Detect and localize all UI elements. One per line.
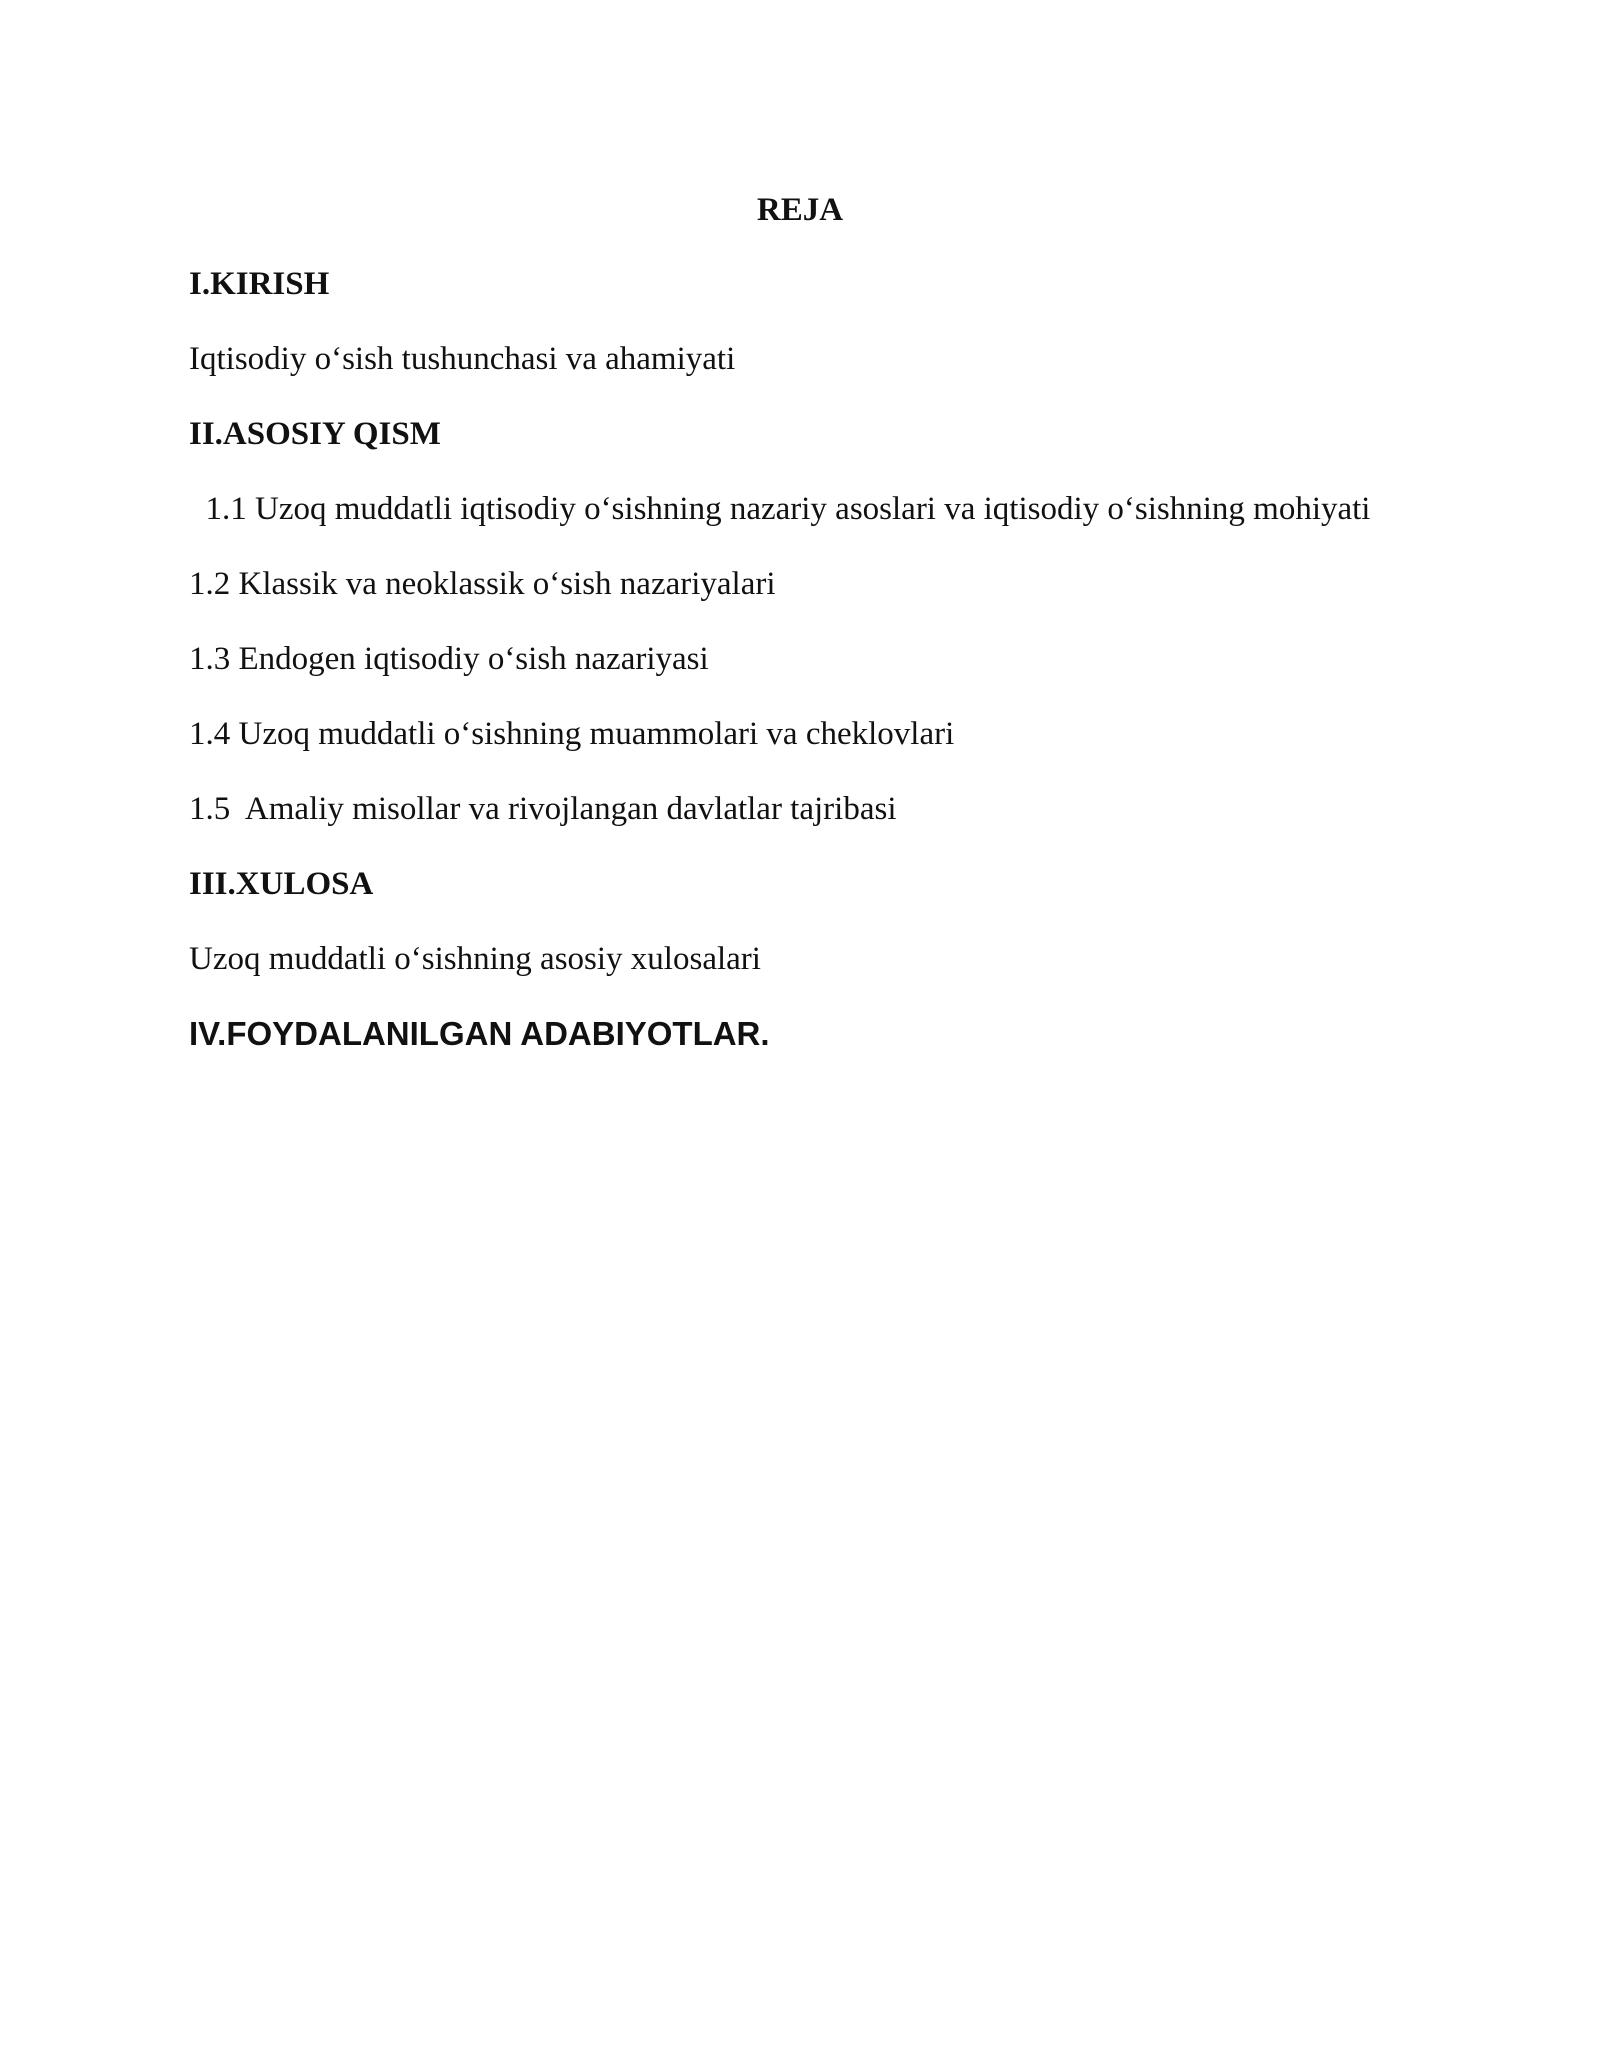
main-item-1-5: 1.5 Amaliy misollar va rivojlangan davlatlar tajribasi: [189, 791, 897, 827]
section-heading-intro: I.KIRISH: [189, 266, 330, 302]
section-heading-conclusion: III.XULOSA: [189, 866, 374, 902]
page-title: REJA: [756, 192, 844, 228]
plan-content: [189, 185, 1411, 1085]
section-heading-references: IV.FOYDALANILGAN ADABIYOTLAR.: [189, 1015, 770, 1052]
main-item-1-4: 1.4 Uzoq muddatli o‘sishning muammolari va cheklovlari: [189, 716, 955, 752]
intro-item: Iqtisodiy o‘sish tushunchasi va ahamiyati: [189, 341, 736, 377]
section-heading-main: II.ASOSIY QISM: [189, 416, 441, 452]
main-item-1-2: 1.2 Klassik va neoklassik o‘sish nazariyalari: [189, 566, 776, 602]
main-item-1-1: 1.1 Uzoq muddatli iqtisodiy o‘sishning nazariy asoslari va iqtisodiy o‘sishning mohiyati: [189, 491, 1371, 527]
main-item-1-3: 1.3 Endogen iqtisodiy o‘sish nazariyasi: [189, 641, 709, 677]
conclusion-item: Uzoq muddatli o‘sishning asosiy xulosalari: [189, 941, 761, 977]
